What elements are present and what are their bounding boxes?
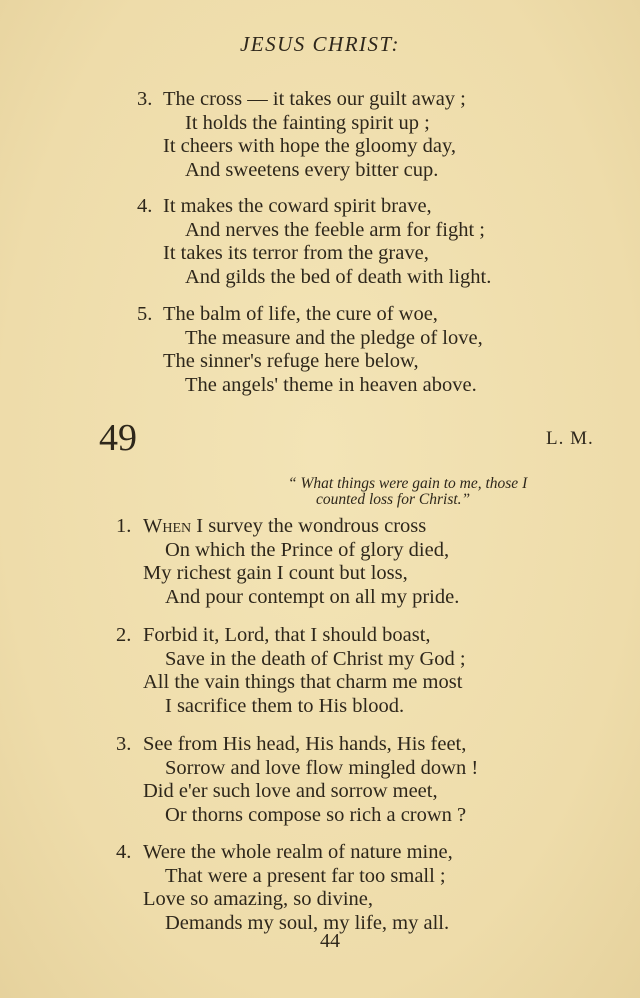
line-text: The angels' theme in heaven above.	[185, 373, 477, 396]
verse-line	[163, 135, 466, 159]
verse-line	[165, 586, 459, 610]
verse-line	[116, 624, 462, 648]
line-text: All the vain things that charm me most	[143, 671, 463, 693]
line-text: It makes the coward spirit brave,	[163, 195, 432, 217]
line-text: I sacrifice them to His blood.	[165, 694, 405, 717]
line-text: Demands my soul, my life, my all.	[165, 911, 450, 934]
verse-line	[116, 515, 437, 539]
verse-line	[143, 671, 462, 695]
epigraph	[288, 476, 527, 508]
stanza-number: 2.	[116, 624, 132, 646]
verse-line	[165, 757, 488, 781]
verse-line	[185, 219, 491, 243]
verse-line	[137, 195, 469, 219]
verse-line	[185, 159, 488, 183]
stanza-number: 4.	[137, 195, 153, 217]
verse-line	[165, 865, 475, 889]
line-text: The measure and the pledge of love,	[185, 326, 483, 349]
stanza-number: 4.	[116, 841, 132, 863]
verse-line	[163, 242, 469, 266]
line-text: It cheers with hope the gloomy day,	[163, 135, 456, 157]
line-text: And pour contempt on all my pride.	[165, 585, 460, 608]
line-text: My richest gain I count but loss,	[143, 562, 408, 584]
verse-line	[165, 539, 459, 563]
stanza	[137, 195, 492, 289]
line-text: And sweetens every bitter cup.	[185, 158, 439, 181]
verse-line	[143, 780, 466, 804]
verse-line	[185, 266, 491, 290]
line-text: Were the whole realm of nature mine,	[143, 841, 453, 863]
line-text: I survey the wondrous cross	[191, 515, 427, 537]
verse-line	[165, 804, 488, 828]
verse-line	[165, 695, 484, 719]
stanza-number: 5.	[137, 303, 153, 325]
verse-line	[185, 112, 488, 136]
stanza	[116, 515, 460, 609]
running-head: JESUS CHRIST:	[239, 32, 401, 56]
line-text: The cross — it takes our guilt away ;	[163, 88, 466, 110]
line-text: And gilds the bed of death with light.	[185, 265, 492, 288]
stanza	[116, 841, 453, 935]
stanza-number: 3.	[137, 88, 153, 110]
hymn-meter: L. M.	[546, 428, 594, 449]
verse-line	[185, 374, 483, 398]
line-text: It takes its terror from the grave,	[163, 242, 429, 264]
line-text: On which the Prince of glory died,	[165, 538, 450, 561]
page-number: 44	[320, 930, 340, 952]
line-text: It holds the fainting spirit up ;	[185, 111, 430, 134]
line-text: The sinner's refuge here below,	[163, 350, 419, 372]
line-text: Did e'er such love and sorrow meet,	[143, 780, 438, 802]
line-text: Save in the death of Christ my God ;	[165, 647, 466, 670]
line-text: Sorrow and love flow mingled down !	[165, 756, 479, 779]
line-text: The balm of life, the cure of woe,	[163, 303, 438, 325]
verse-line	[143, 562, 437, 586]
stanza	[137, 303, 483, 397]
verse-line	[137, 88, 466, 112]
line-text: That were a present far too small ;	[165, 864, 446, 887]
verse-line	[116, 733, 467, 757]
epigraph-line: “ What things were gain to me, those I	[288, 475, 528, 492]
hymn-number: 49	[99, 417, 137, 459]
verse-line	[137, 303, 461, 327]
epigraph-line: counted loss for Christ.”	[316, 491, 471, 508]
line-text: And nerves the feeble arm for fight ;	[185, 218, 485, 241]
verse-line	[143, 888, 453, 912]
stanza	[116, 624, 466, 718]
stanza	[137, 88, 466, 182]
line-text: Or thorns compose so rich a crown ?	[165, 803, 467, 826]
verse-line	[116, 841, 453, 865]
verse-line	[165, 648, 484, 672]
verse-line	[185, 327, 483, 351]
first-word: When	[143, 515, 192, 537]
line-text: Forbid it, Lord, that I should boast,	[143, 624, 431, 646]
stanza	[116, 733, 479, 827]
stanza-number: 3.	[116, 733, 132, 755]
stanza-number: 1.	[116, 515, 132, 537]
line-text: See from His head, His hands, His feet,	[143, 733, 467, 755]
verse-line	[163, 350, 461, 374]
line-text: Love so amazing, so divine,	[143, 888, 374, 910]
